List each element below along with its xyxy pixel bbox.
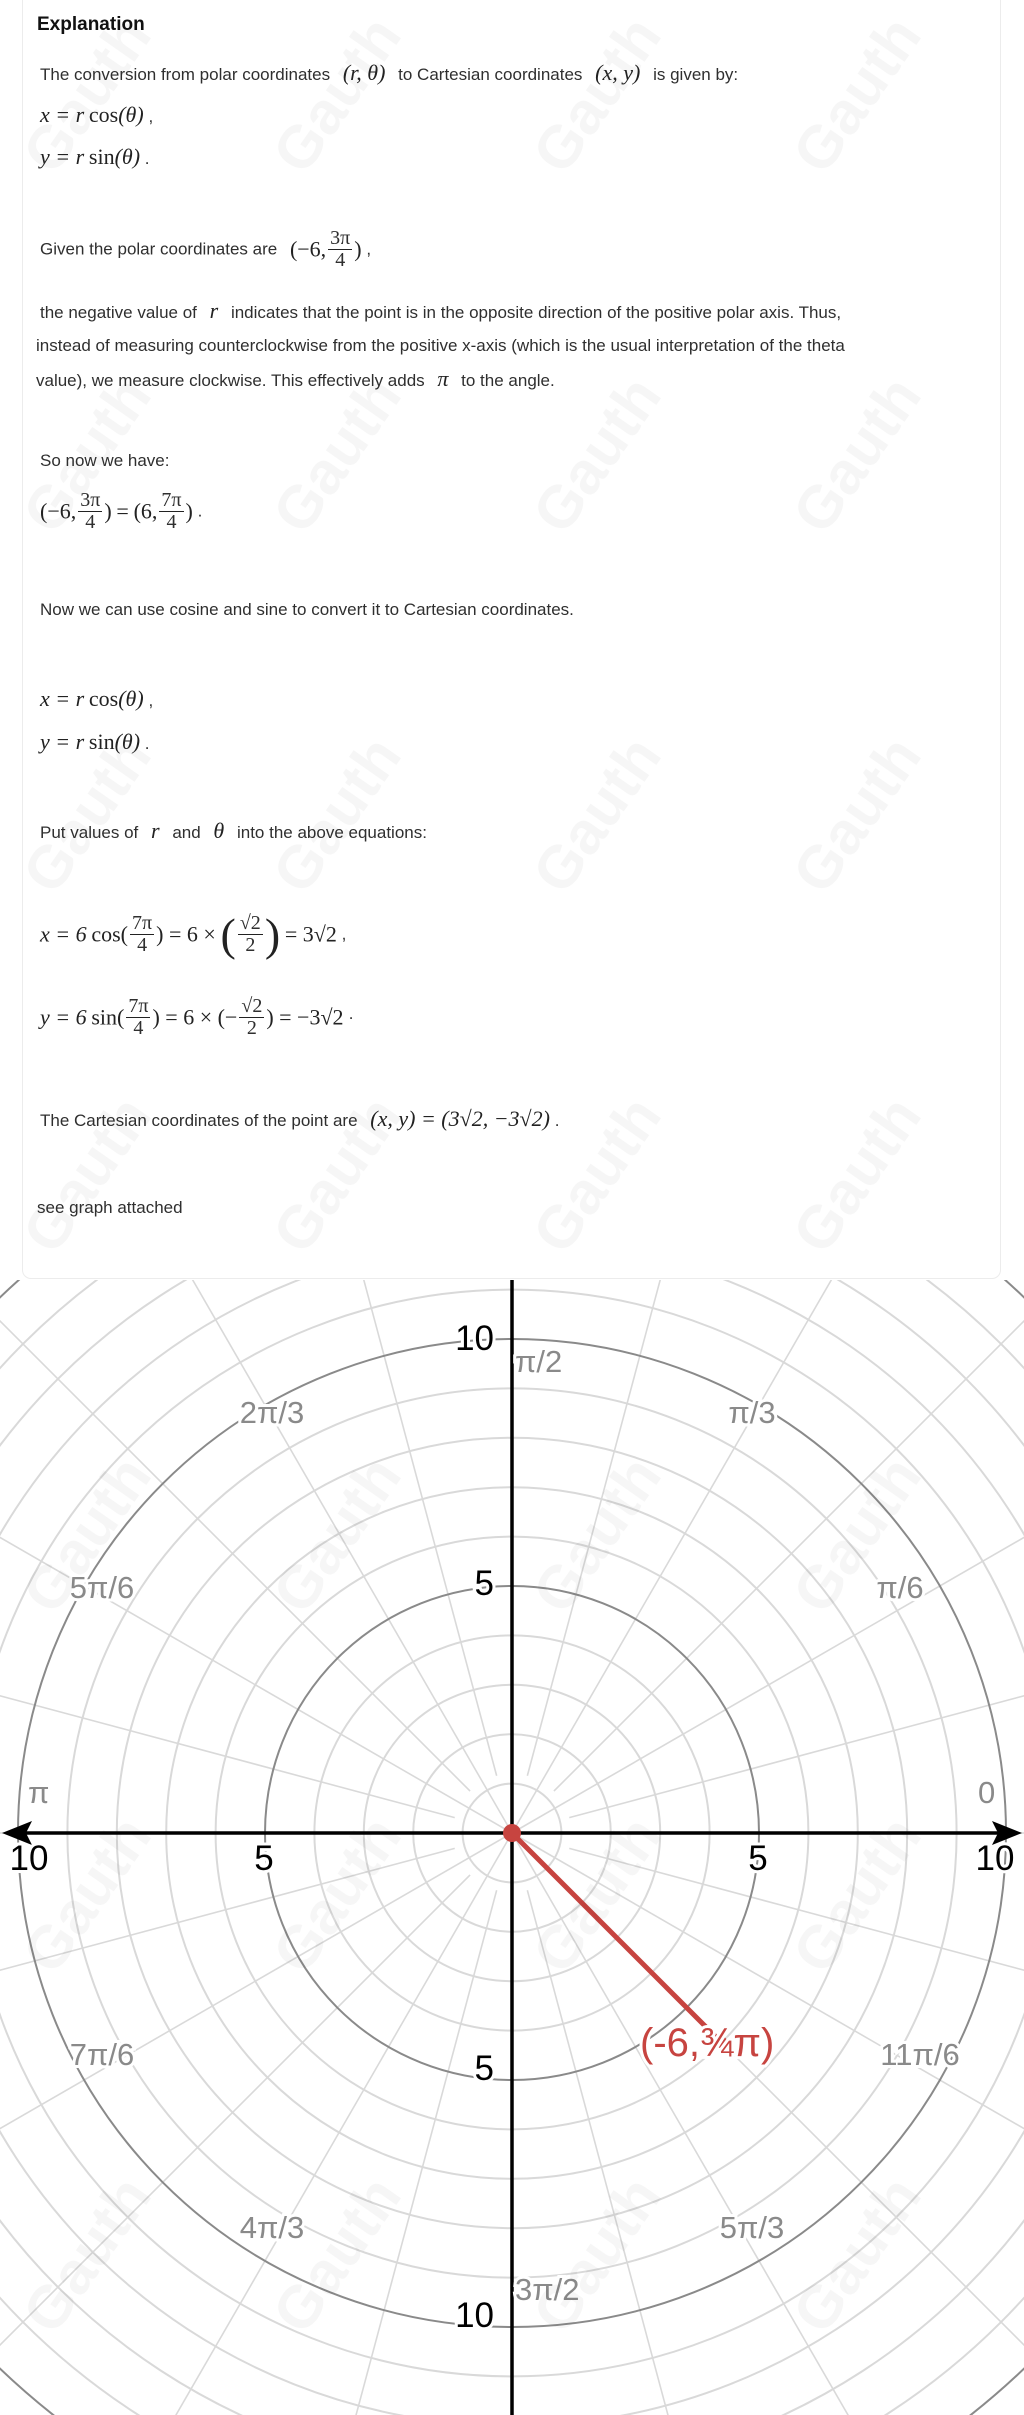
radial-tick-label: 5 <box>474 1564 494 1603</box>
denominator: 4 <box>137 934 148 956</box>
math: x = 6 <box>40 921 87 947</box>
left-paren: ( <box>220 909 236 960</box>
radial-tick-label: 10 <box>455 2296 494 2335</box>
math: ) <box>104 498 112 524</box>
axes <box>2 1280 1022 2415</box>
calc-x-line <box>40 908 346 961</box>
math: (−6, <box>289 236 327 262</box>
punct: , <box>148 691 154 710</box>
explanation-title: Explanation <box>37 14 145 35</box>
angle-label: π <box>28 1775 50 1810</box>
math: ) = 6 × (− <box>152 1004 238 1030</box>
intro-text: The conversion from polar coordinates <box>40 65 331 84</box>
denominator: 4 <box>133 1017 144 1039</box>
denominator: 2 <box>246 1017 257 1039</box>
math: y = r <box>40 729 85 754</box>
origin-point[interactable] <box>503 1824 521 1842</box>
fraction <box>130 913 154 956</box>
text: instead of measuring counterclockwise from the positive x-axis (which is the usual interpretation of the theta <box>36 336 845 355</box>
math: (6, <box>133 498 158 524</box>
given-text: Given the polar coordinates are <box>40 239 278 259</box>
angle-label: 7π/6 <box>69 2037 135 2072</box>
math: x = r <box>40 686 85 711</box>
text: Put values of <box>40 823 139 842</box>
formula-y-repeat <box>40 729 150 755</box>
calc-y-line <box>40 996 354 1039</box>
math: (θ) <box>114 729 141 754</box>
math-theta: θ <box>213 818 225 843</box>
punct: , <box>341 924 347 944</box>
math: = <box>116 498 129 524</box>
polar-graph[interactable] <box>0 1280 1024 2415</box>
radial-tick-label: 5 <box>474 2049 494 2088</box>
text: value), we measure clockwise. This effectively adds <box>36 371 425 390</box>
math: (θ) <box>114 144 141 169</box>
intro-text: is given by: <box>653 65 739 84</box>
punct: · <box>348 1007 354 1027</box>
negative-note <box>38 294 988 397</box>
intro-line <box>40 60 738 86</box>
point-label: (-6,¾π) <box>640 2021 775 2065</box>
radial-tick-label: 5 <box>254 1839 274 1878</box>
math-result: (x, y) = (3√2, −3√2) <box>370 1106 550 1131</box>
denominator: 4 <box>85 511 96 533</box>
denominator: 4 <box>335 249 346 271</box>
angle-label: 4π/3 <box>239 2210 305 2245</box>
numerator: 3π <box>80 489 101 511</box>
fraction <box>159 490 183 533</box>
angle-label: 3π/2 <box>515 2272 580 2307</box>
numerator: 3π <box>330 227 351 249</box>
see-graph-text: see graph attached <box>37 1198 183 1217</box>
math-r: r <box>151 818 160 843</box>
radial-tick-label: 10 <box>9 1839 49 1878</box>
math: (θ) <box>118 686 144 711</box>
text: The Cartesian coordinates of the point are <box>40 1111 358 1130</box>
math: (θ) <box>118 102 144 127</box>
math: ) <box>354 236 362 262</box>
angle-label: 2π/3 <box>239 1395 305 1430</box>
punct: , <box>148 107 154 126</box>
math: y = 6 <box>40 1004 87 1030</box>
angle-label: 5π/6 <box>69 1570 135 1605</box>
result-line <box>40 1106 559 1132</box>
math: (−6, <box>40 498 77 524</box>
angle-label: 0 <box>978 1775 996 1810</box>
convert-note: Now we can use cosine and sine to convert it to Cartesian coordinates. <box>40 600 574 619</box>
formula-y <box>40 144 150 170</box>
denominator: 4 <box>166 511 177 533</box>
intro-text: to Cartesian coordinates <box>398 65 583 84</box>
angle-label: π/2 <box>515 1344 563 1379</box>
right-paren: ) <box>264 909 281 960</box>
angle-label: 11π/6 <box>880 2037 960 2072</box>
math: = 3√2 <box>284 921 337 947</box>
math-r: r <box>209 298 219 323</box>
numerator: 7π <box>132 912 153 934</box>
formula-x <box>40 102 153 128</box>
math-polar-pair: (r, θ) <box>342 60 386 85</box>
math: ) = 6 × <box>156 921 216 947</box>
fraction <box>78 490 102 533</box>
math: cos( <box>91 921 129 947</box>
radial-tick-label: 5 <box>748 1839 768 1878</box>
numerator: √2 <box>239 912 261 934</box>
math: cos <box>88 102 119 127</box>
given-line <box>40 228 371 271</box>
numerator: 7π <box>161 489 182 511</box>
math: sin <box>88 144 115 169</box>
put-values-line <box>40 818 427 844</box>
math-pi: π <box>437 366 449 391</box>
numerator: 7π <box>128 995 149 1017</box>
numerator: √2 <box>241 995 263 1017</box>
fraction <box>126 996 150 1039</box>
math: sin <box>88 729 115 754</box>
math: ) <box>185 498 193 524</box>
angle-label: π/3 <box>728 1395 776 1430</box>
equivalence-line <box>40 490 202 533</box>
formula-x-repeat <box>40 686 153 712</box>
punct: . <box>144 149 150 168</box>
so-now-text: So now we have: <box>40 451 170 470</box>
angle-label: 5π/3 <box>719 2210 785 2245</box>
punct: , <box>366 239 372 259</box>
punct: . <box>144 734 150 753</box>
angle-label: π/6 <box>876 1570 924 1605</box>
text: to the angle. <box>461 371 555 390</box>
math: ) = −3√2 <box>266 1004 344 1030</box>
text: and <box>172 823 201 842</box>
fraction <box>328 228 352 271</box>
text: indicates that the point is in the opposite direction of the positive polar axis. Thus, <box>230 303 842 322</box>
math: y = r <box>40 144 85 169</box>
punct: . <box>197 501 203 521</box>
fraction <box>239 996 264 1039</box>
fraction <box>238 913 263 956</box>
math: sin( <box>91 1004 125 1030</box>
text: the negative value of <box>40 303 197 322</box>
math-cartesian-pair: (x, y) <box>595 60 641 85</box>
math: x = r <box>40 102 85 127</box>
radial-tick-label: 10 <box>455 1319 494 1358</box>
point-segment <box>512 1833 721 2042</box>
denominator: 2 <box>245 934 256 956</box>
text: into the above equations: <box>236 823 427 842</box>
punct: . <box>554 1111 560 1130</box>
radial-tick-label: 10 <box>975 1839 1015 1878</box>
math: cos <box>88 686 119 711</box>
